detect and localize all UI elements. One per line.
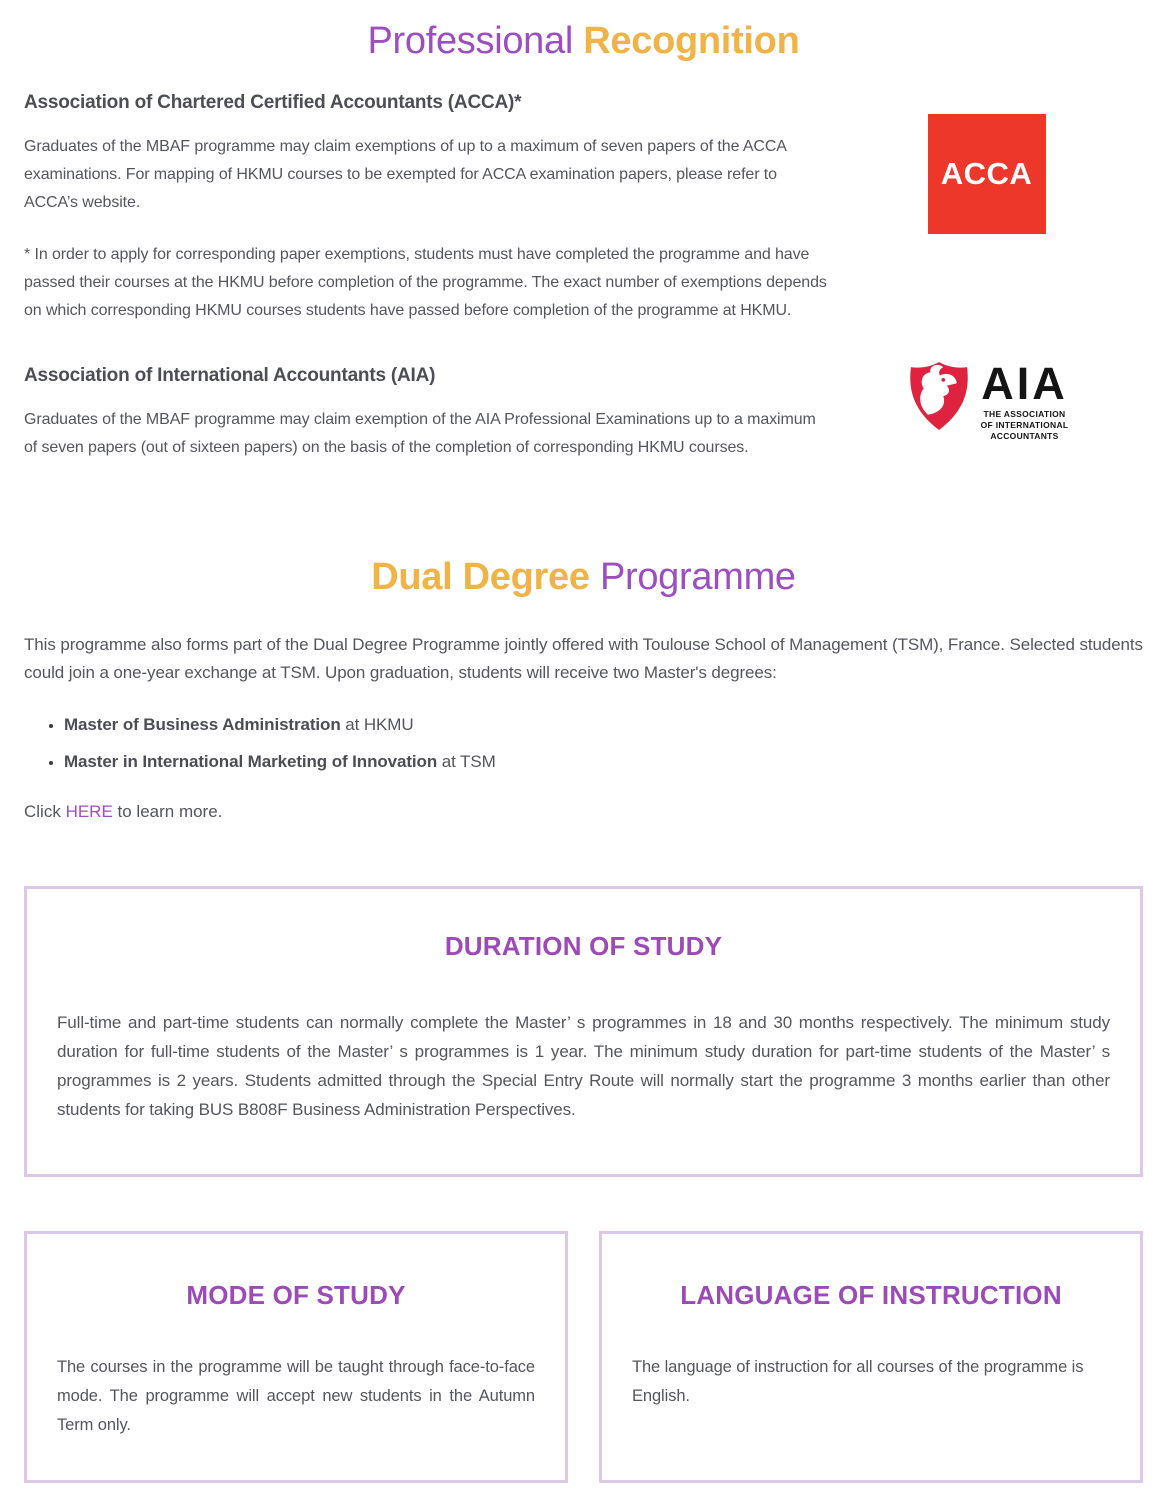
- acca-text-column: [24, 66, 830, 325]
- degree-name: Master in International Marketing of Innovation: [64, 752, 438, 771]
- degree-name: Master of Business Administration: [64, 715, 341, 734]
- mode-of-study-box: [24, 1231, 568, 1483]
- dual-degree-title: [24, 554, 1143, 602]
- duration-heading: DURATION OF STUDY: [444, 931, 723, 961]
- degree-list-item-mimi: [64, 750, 1143, 774]
- duration-of-study-box: [24, 886, 1143, 1177]
- aia-logo-text: AIA: [981, 357, 1068, 409]
- aia-logo-column: [830, 325, 1143, 442]
- acca-logo: [928, 114, 1046, 234]
- aia-shield-griffin-icon: [905, 359, 973, 433]
- info-boxes-row: [24, 1231, 1143, 1483]
- aia-logo-subtext-line1: THE ASSOCIATION: [983, 408, 1066, 419]
- title-word-recognition: Recognition: [583, 20, 800, 62]
- aia-logo-subtext-line2: OF INTERNATIONAL: [980, 419, 1069, 430]
- language-heading: LANGUAGE OF INSTRUCTION: [680, 1280, 1062, 1310]
- aia-logo-subtext-line3: ACCOUNTANTS: [990, 430, 1059, 441]
- dual-degree-intro: This programme also forms part of the Dual Degree Programme jointly offered with Toulouse School of Management (TSM), France. Selected students could join a one-year exchange at TSM. Upon graduation, students will receive two Master's degrees:: [24, 635, 1143, 682]
- mode-body: The courses in the programme will be taught through face-to-face mode. The programme will accept new students in the Autumn Term only.: [57, 1358, 535, 1434]
- title-word-professional: Professional: [367, 20, 573, 62]
- acca-heading: Association of Chartered Certified Accountants (ACCA)*: [24, 91, 522, 113]
- here-link[interactable]: HERE: [65, 802, 113, 821]
- title-word-programme: Programme: [599, 555, 796, 598]
- aia-section: [24, 325, 1143, 462]
- mode-heading: MODE OF STUDY: [186, 1280, 406, 1310]
- programme-page: [0, 18, 1168, 1506]
- acca-section: [24, 66, 1143, 325]
- acca-logo-text: ACCA: [940, 155, 1033, 191]
- learn-more-prefix: Click: [24, 802, 66, 821]
- aia-logo: [905, 359, 1069, 442]
- duration-body: Full-time and part-time students can normally complete the Master’ s programmes in 18 and 30 months respectively. The minimum study duration for full-time students of the Master’ s programmes is 1 year. The minimum study duration for part-time students of the Master’ s programmes is 2 years. Students admitted through the Special Entry Route will normally start the programme 3 months earlier than other students for taking BUS B808F Business Administration Perspectives.: [57, 1013, 1110, 1119]
- language-body: The language of instruction for all courses of the programme is English.: [632, 1358, 1084, 1405]
- learn-more-line: [24, 802, 1143, 822]
- aia-text-column: [24, 325, 830, 462]
- degree-list-item-mba: [64, 713, 1143, 737]
- degree-location: at TSM: [437, 752, 496, 771]
- acca-paragraph-2: * In order to apply for corresponding paper exemptions, students must have completed the programme and have passed their courses at the HKMU before completion of the programme. The exact number of exemptions depends on which corresponding HKMU courses students have passed before completion of the programme at HKMU.: [24, 245, 827, 319]
- degree-list: [24, 713, 1143, 774]
- aia-logo-subtext: [981, 409, 1069, 442]
- aia-heading: Association of International Accountants (AIA): [24, 364, 436, 386]
- title-word-dual-degree: Dual Degree: [371, 555, 590, 598]
- aia-logo-text-block: [980, 357, 1069, 442]
- acca-paragraph-1: Graduates of the MBAF programme may claim exemptions of up to a maximum of seven papers of the ACCA examinations. For mapping of HKMU courses to be exempted for ACCA examination papers, please refer to ACCA’s website.: [24, 137, 786, 211]
- aia-paragraph: Graduates of the MBAF programme may claim exemption of the AIA Professional Examinations up to a maximum of seven papers (out of sixteen papers) on the basis of the completion of corresponding HKMU courses.: [24, 410, 816, 456]
- learn-more-suffix: to learn more.: [112, 802, 223, 821]
- professional-recognition-title: [24, 18, 1143, 66]
- language-of-instruction-box: [599, 1231, 1143, 1483]
- acca-logo-column: [830, 66, 1143, 234]
- degree-location: at HKMU: [340, 715, 414, 734]
